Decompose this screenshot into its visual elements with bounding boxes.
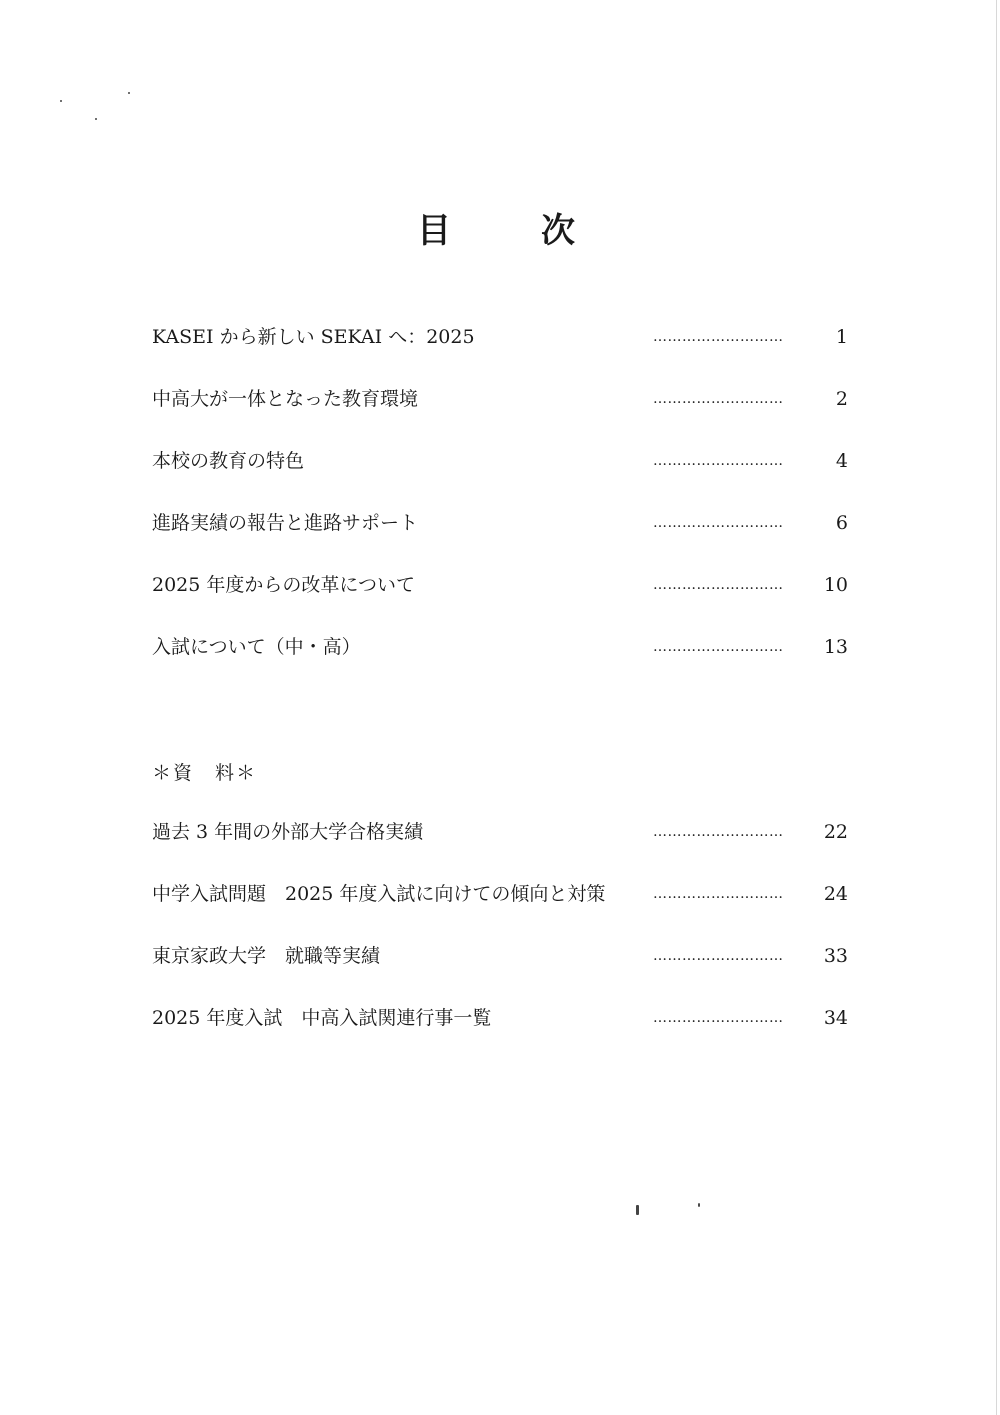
toc-page-number: 2 (835, 388, 848, 410)
toc-entry-label: 進路実績の報告と進路サポート (152, 512, 419, 534)
appendix-entry[interactable] (152, 817, 848, 847)
appendix-entry[interactable] (152, 1003, 848, 1033)
toc-dot-leader: ……………………… (653, 515, 784, 531)
toc-entry[interactable] (152, 570, 848, 600)
toc-dot-leader: ……………………… (653, 1010, 784, 1026)
toc-dot-leader: ……………………… (653, 639, 784, 655)
toc-page-number: 4 (835, 450, 848, 472)
toc-entry-label: 中高大が一体となった教育環境 (152, 388, 419, 410)
toc-dot-leader: ……………………… (653, 948, 784, 964)
toc-entry-label: 2025 年度からの改革について (152, 574, 416, 596)
toc-page-number: 24 (823, 883, 848, 905)
scan-speck (698, 1203, 700, 1207)
toc-page-number: 33 (823, 945, 848, 967)
toc-dot-leader: ……………………… (653, 886, 784, 902)
scan-speck (95, 118, 97, 120)
toc-entry-label: 入試について（中・高） (152, 636, 361, 658)
toc-page-number: 13 (823, 636, 848, 658)
toc-entry-label: 東京家政大学 就職等実績 (152, 945, 381, 967)
scan-speck (128, 92, 130, 94)
toc-dot-leader: ……………………… (653, 824, 784, 840)
toc-entry[interactable] (152, 322, 848, 352)
appendix-entry[interactable] (152, 879, 848, 909)
scan-speck (636, 1205, 639, 1215)
toc-entry[interactable] (152, 632, 848, 662)
appendix-heading: ＊資 料＊ (152, 762, 258, 784)
toc-entry[interactable] (152, 508, 848, 538)
toc-dot-leader: ……………………… (653, 329, 784, 345)
toc-dot-leader: ……………………… (653, 391, 784, 407)
toc-entry-label: KASEI から新しい SEKAI へ：2025 (152, 326, 475, 348)
page-title: 目 次 (417, 210, 603, 251)
scan-speck (60, 100, 62, 102)
toc-entry-label: 中学入試問題 2025 年度入試に向けての傾向と対策 (152, 883, 606, 905)
toc-page-number: 10 (823, 574, 848, 596)
toc-page-number: 34 (823, 1007, 848, 1029)
toc-entry-label: 過去 3 年間の外部大学合格実績 (152, 821, 424, 843)
toc-entry-label: 2025 年度入試 中高入試関連行事一覧 (152, 1007, 492, 1029)
toc-dot-leader: ……………………… (653, 453, 784, 469)
toc-entry[interactable] (152, 446, 848, 476)
toc-entry-label: 本校の教育の特色 (152, 450, 305, 472)
toc-page-number: 22 (823, 821, 848, 843)
toc-page-number: 6 (835, 512, 848, 534)
toc-page-number: 1 (835, 326, 848, 348)
toc-entry[interactable] (152, 384, 848, 414)
appendix-entry[interactable] (152, 941, 848, 971)
toc-dot-leader: ……………………… (653, 577, 784, 593)
